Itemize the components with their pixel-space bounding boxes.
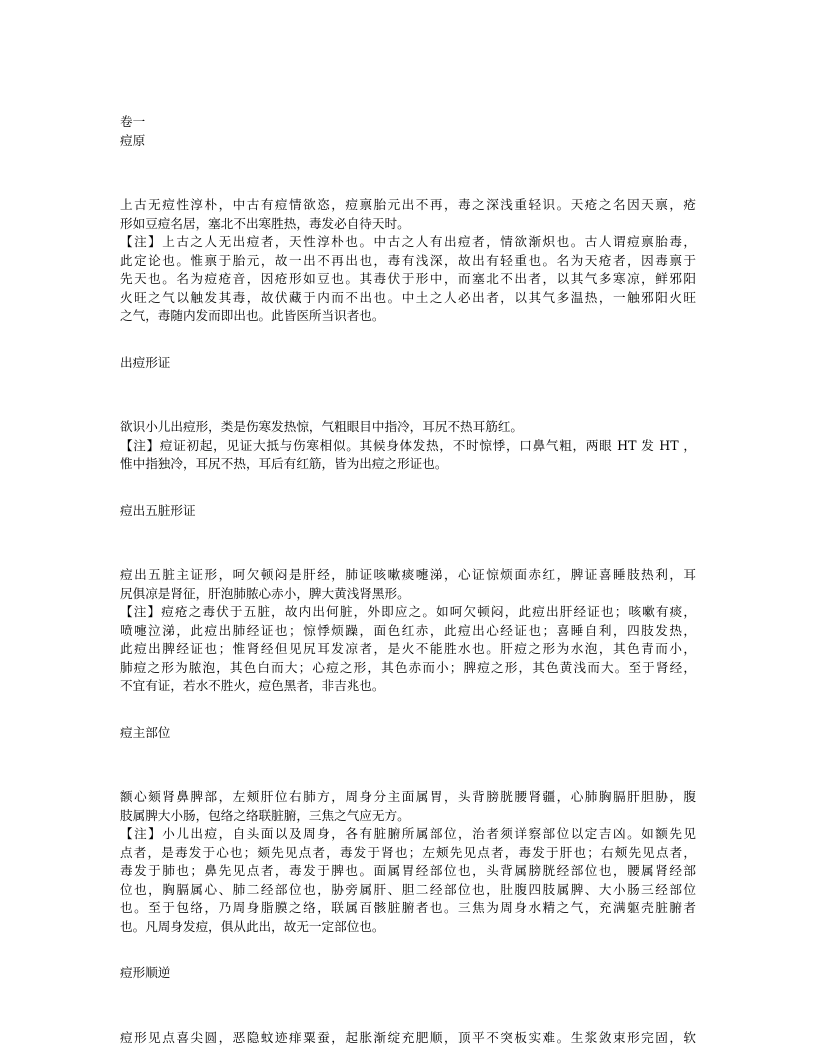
note-line: 之气，毒随内发而即出也。此皆医所当识者也。	[120, 308, 385, 323]
verse-line: 肢属脾大小肠，包络之络联脏腑，三焦之气应无方。	[120, 807, 410, 823]
note-line: 此定论也。惟禀于胎元，故一出不再出也，毒有浅深，故出有轻重也。名为天疮者，因毒禀于	[120, 252, 696, 268]
verse-line: 痘形见点喜尖圆，恶隐蚊迹痱粟蚕，起胀渐绽充肥顺，顶平不突板实难。生浆敛束形完固，软	[120, 1029, 696, 1045]
section-shunni	[120, 1029, 696, 1048]
spacer	[120, 696, 696, 724]
note-line: 惟中指独冷，耳尻不热，耳后有红筋，皆为出痘之形证也。	[120, 456, 448, 471]
verse-line: 形如豆痘名居，塞北不出寒胜热，毒发必自待天时。	[120, 215, 410, 231]
verse-line: 欲识小儿出痘形，类是伤寒发热惊，气粗眼目中指冷，耳尻不热耳筋红。	[120, 419, 523, 434]
spacer	[120, 520, 696, 566]
note-line: 火旺之气以触发其毒，故伏藏于内而不出也。中土之人必出者，以其气多温热，一触邪阳火旺	[120, 289, 696, 305]
note-line: 喷嚏泣涕，此痘出肺经证也；惊悸烦躁，面色红赤，此痘出心经证也；喜睡自利，四肢发热，	[120, 622, 696, 638]
section-buwei	[120, 788, 696, 936]
note-line: 此痘出脾经证也；惟肾经但见尻耳发凉者，是火不能胜水也。肝痘之形为水泡，其色青而小，	[120, 641, 696, 656]
section-title: 痘形顺逆	[120, 965, 171, 980]
section-yuan	[120, 196, 696, 326]
verse-line: 上古无痘性淳朴，中古有痘情欲恣，痘禀胎元出不再，毒之深浅重轻识。天疮之名因天禀，疮	[120, 197, 696, 212]
section-xingzheng	[120, 418, 696, 474]
verse-line: 尻俱凉是肾征，肝泡肺脓心赤小，脾大黄浅肾黑形。	[120, 585, 410, 601]
note-line: 不宜有证，若水不胜火，痘色黑者，非吉兆也。	[120, 678, 385, 693]
volume-heading: 卷一	[120, 114, 146, 129]
spacer	[120, 742, 696, 788]
section-title: 出痘形证	[120, 354, 171, 370]
note-line: 肺痘之形为脓泡，其色白而大；心痘之形，其色赤而小；脾痘之形，其色黄浅而大。至于肾经，	[120, 659, 696, 675]
section-title: 痘主部位	[120, 724, 171, 740]
note-line: 也。凡周身发痘，俱从此出，故无一定部位也。	[120, 918, 385, 934]
spacer	[120, 150, 696, 196]
note-line: 先天也。名为痘疮音，因疮形如豆也。其毒伏于形中，而塞北不出者，以其气多寒凉，鲜邪阳	[120, 271, 696, 286]
spacer	[120, 474, 696, 502]
chapter-title: 痘原	[120, 132, 146, 148]
note-line: 【注】痘证初起，见证大抵与伤寒相似。其候身体发热，不时惊悸，口鼻气粗，两眼 HT 发 HT ，	[120, 437, 696, 453]
verse-line: 额心颏肾鼻脾部，左颊肝位右肺方，周身分主面属胃，头背膀胱腰肾疆，心肺胸膈肝胆胁，腹	[120, 789, 696, 804]
note-line: 点者，是毒发于心也；颏先见点者，毒发于肾也；左颊先见点者，毒发于肝也；右颊先见点者，	[120, 844, 696, 860]
note-line: 【注】上古之人无出痘者，天性淳朴也。中古之人有出痘者，情欲渐炽也。古人谓痘禀胎毒，	[120, 234, 696, 249]
note-line: 【注】小儿出痘，自头面以及周身，各有脏腑所属部位，治者须详察部位以定吉凶。如额先见	[120, 826, 696, 841]
spacer	[120, 326, 696, 354]
note-line: 位也，胸膈属心、肺二经部位也，胁旁属肝、胆二经部位也，肚腹四肢属脾、大小肠三经部位	[120, 881, 696, 897]
note-line: 毒发于肺也；鼻先见点者，毒发于脾也。面属胃经部位也，头背属膀胱经部位也，腰属肾经部	[120, 863, 696, 878]
note-line: 【注】痘疮之毒伏于五脏，故内出何脏，外即应之。如呵欠顿闷，此痘出肝经证也；咳嗽有痰，	[120, 604, 696, 619]
spacer	[120, 372, 696, 418]
spacer	[120, 983, 696, 1029]
section-title: 痘出五脏形证	[120, 502, 196, 518]
spacer	[120, 936, 696, 964]
verse-line: 痘出五脏主证形，呵欠顿闷是肝经，肺证咳嗽痰嚏涕，心证惊烦面赤红，脾证喜睡肢热利，耳	[120, 567, 696, 582]
section-wuzang	[120, 566, 696, 696]
document-page	[120, 113, 696, 1047]
note-line: 也。至于包络，乃周身脂膜之络，联属百骸脏腑者也。三焦为周身水精之气，充满躯壳脏腑者	[120, 900, 696, 915]
